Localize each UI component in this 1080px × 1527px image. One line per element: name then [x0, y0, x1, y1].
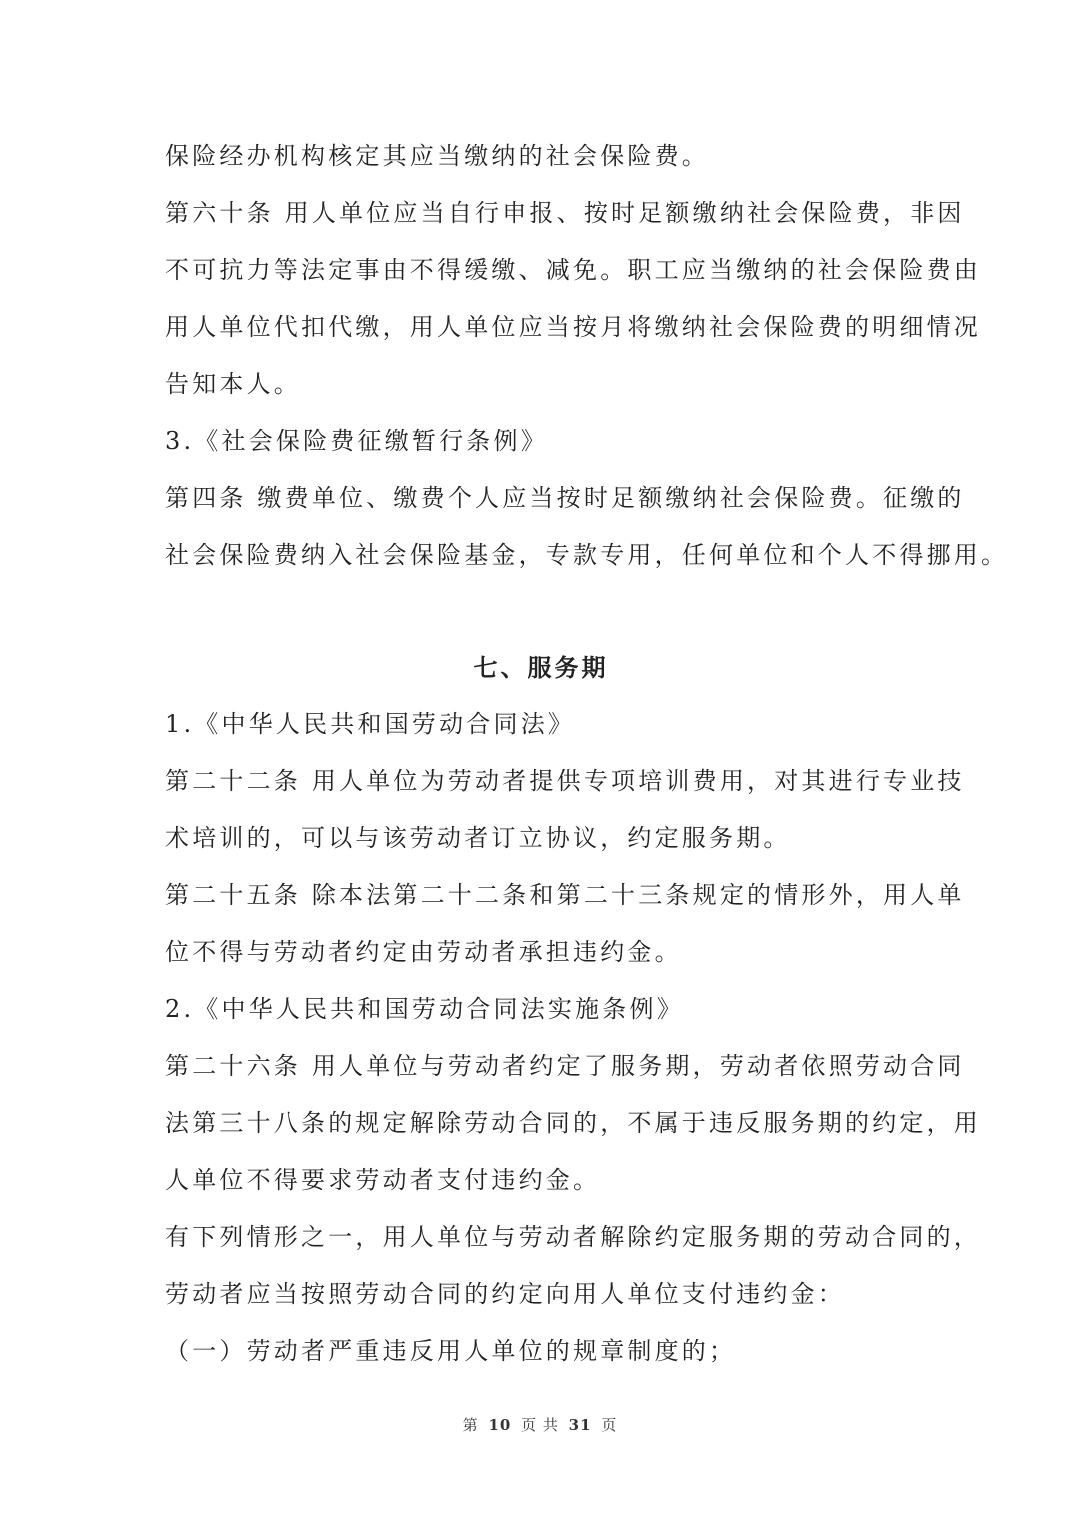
text-line: 劳动者应当按照劳动合同的约定向用人单位支付违约金： [165, 1280, 845, 1308]
text-line: 社会保险费纳入社会保险基金，专款专用，任何单位和个人不得挪用。 [165, 541, 1009, 569]
text-line: 位不得与劳动者约定由劳动者承担违约金。 [165, 938, 682, 966]
text-line: 不可抗力等法定事由不得缓缴、减免。职工应当缴纳的社会保险费由 [165, 256, 981, 284]
text-line: （一）劳动者严重违反用人单位的规章制度的； [165, 1337, 737, 1365]
text-line: 术培训的，可以与该劳动者订立协议，约定服务期。 [165, 824, 791, 852]
text-line: 用人单位代扣代缴，用人单位应当按月将缴纳社会保险费的明细情况 [165, 313, 981, 341]
current-page-number: 10 [488, 1416, 512, 1434]
text-line: 告知本人。 [165, 370, 301, 398]
document-body [165, 128, 1009, 1380]
text-line: 第二十二条 用人单位为劳动者提供专项培训费用，对其进行专业技 [165, 767, 965, 795]
text-line: 1.《中华人民共和国劳动合同法》 [165, 710, 576, 738]
footer-middle: 页 共 [521, 1416, 559, 1434]
total-pages-number: 31 [568, 1416, 592, 1434]
footer-suffix: 页 [601, 1416, 618, 1434]
text-line: 第四条 缴费单位、缴费个人应当按时足额缴纳社会保险费。征缴的 [165, 484, 965, 512]
section-spacer [165, 584, 917, 639]
text-line: 第六十条 用人单位应当自行申报、按时足额缴纳社会保险费，非因 [165, 199, 965, 227]
text-line: 第二十六条 用人单位与劳动者约定了服务期，劳动者依照劳动合同 [165, 1052, 965, 1080]
section-heading: 七、服务期 [473, 653, 609, 682]
text-line: 法第三十八条的规定解除劳动合同的，不属于违反服务期的约定，用 [165, 1109, 981, 1137]
text-line: 3.《社会保险费征缴暂行条例》 [165, 427, 548, 455]
text-line: 2.《中华人民共和国劳动合同法实施条例》 [165, 995, 684, 1023]
text-line: 人单位不得要求劳动者支付违约金。 [165, 1166, 601, 1194]
text-line: 有下列情形之一，用人单位与劳动者解除约定服务期的劳动合同的， [165, 1223, 981, 1251]
footer-prefix: 第 [462, 1416, 479, 1434]
text-line: 第二十五条 除本法第二十二条和第二十三条规定的情形外，用人单 [165, 881, 965, 909]
page-footer [0, 1414, 1080, 1435]
text-line: 保险经办机构核定其应当缴纳的社会保险费。 [165, 142, 709, 170]
